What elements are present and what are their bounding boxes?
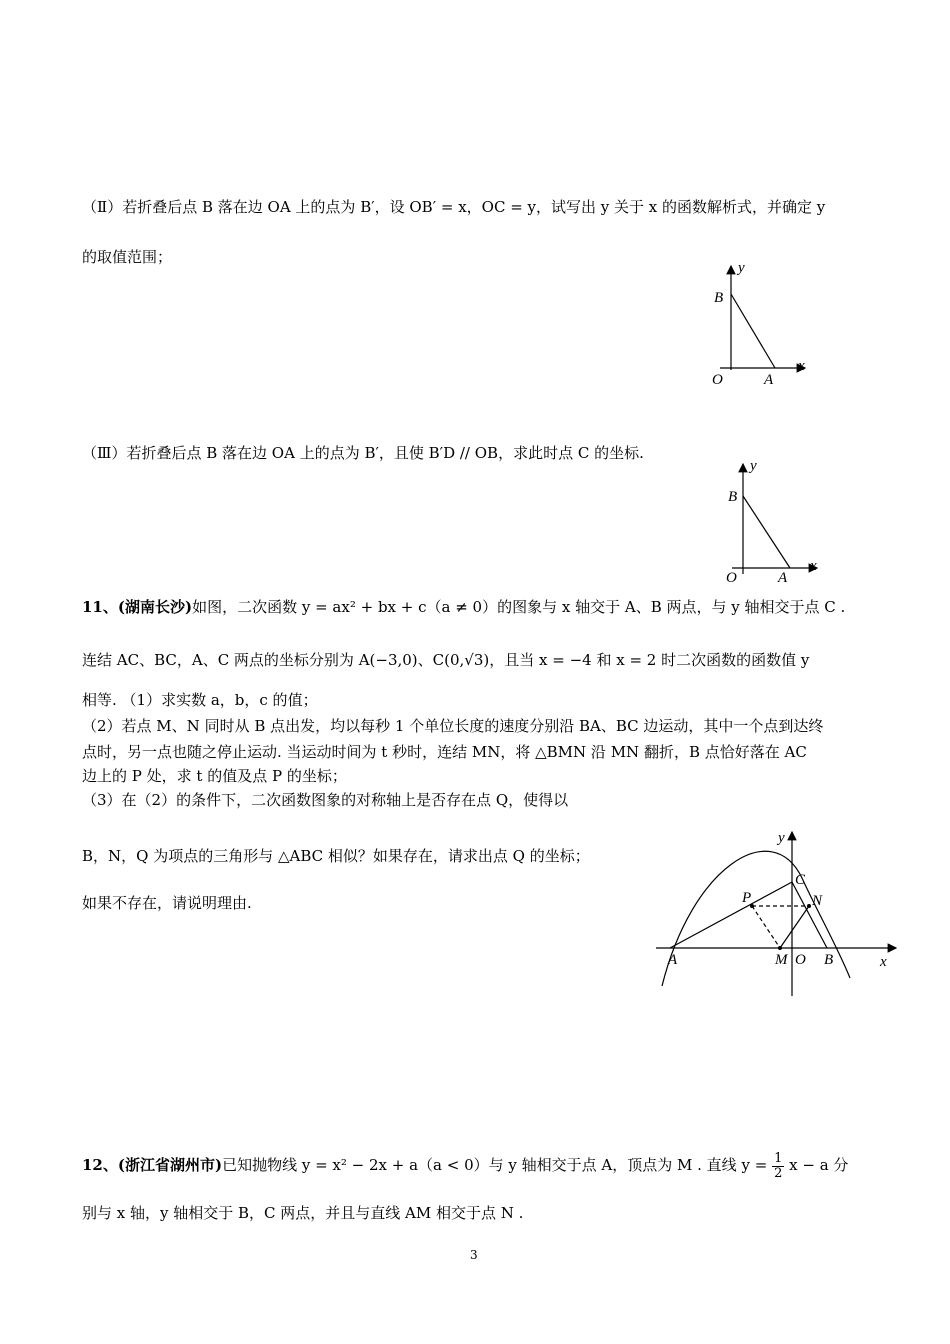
fig2-label-O: O	[726, 570, 737, 586]
fig3-label-y: y	[778, 830, 785, 846]
q11-line1	[82, 597, 845, 617]
q12-line1	[82, 1150, 848, 1181]
fig1-label-y: y	[738, 260, 745, 276]
page-number: 3	[470, 1248, 478, 1262]
q12-line2: 别与 x 轴，y 轴相交于 B，C 两点，并且与直线 AM 相交于点 N .	[82, 1204, 524, 1222]
q12-text1b: x − a 分	[789, 1156, 849, 1174]
fig1-label-A: A	[764, 372, 774, 388]
q11-text1: 如图，二次函数 y = ax² + bx + c（a ≠ 0）的图象与 x 轴交于 A、B 两点，与 y 轴相交于点 C .	[192, 598, 846, 616]
fig2-label-B: B	[728, 489, 738, 505]
fig3-label-N: N	[812, 893, 823, 909]
q11-line6: 边上的 P 处，求 t 的值及点 P 的坐标；	[82, 767, 347, 785]
fig3-label-M: M	[775, 952, 788, 968]
figure-triangle-1	[700, 258, 820, 388]
fig3-label-O: O	[795, 952, 806, 968]
q11-line3: 相等. （1）求实数 a，b，c 的值；	[82, 691, 318, 709]
q11-line2: 连结 AC、BC，A、C 两点的坐标分别为 A(−3,0)、C(0,√3)，且当 x = −4 和 x = 2 时二次函数的函数值 y	[82, 651, 810, 669]
fig1-label-O: O	[712, 372, 723, 388]
q11-line4: （2）若点 M、N 同时从 B 点出发，均以每秒 1 个单位长度的速度分别沿 BA、BC 边运动，其中一个点到达终	[82, 717, 824, 735]
fig3-point-M	[778, 946, 782, 950]
q12-fraction	[772, 1152, 784, 1181]
q12-frac-num: 1	[774, 1150, 783, 1166]
fig2-label-x: x	[810, 558, 817, 574]
fig1-hypotenuse	[731, 294, 775, 368]
part3-line1: （Ⅲ）若折叠后点 B 落在边 OA 上的点为 B′，且使 B′D // OB，求此时点 C 的坐标.	[82, 444, 644, 462]
q11-line9: 如果不存在，请说明理由.	[82, 894, 252, 912]
fig3-label-P: P	[742, 890, 752, 906]
figure-triangle-2	[712, 456, 832, 586]
fig2-label-A: A	[778, 570, 788, 586]
part2-line2: 的取值范围；	[82, 248, 173, 266]
q11-tag: 11、(湖南长沙)	[82, 598, 193, 616]
fig3-label-B: B	[824, 952, 834, 968]
fig3-line-CB	[792, 882, 827, 948]
fig3-label-A: A	[668, 952, 678, 968]
q12-tag: 12、(浙江省湖州市)	[82, 1156, 223, 1174]
q11-line7: （3）在（2）的条件下，二次函数图象的对称轴上是否存在点 Q，使得以	[82, 791, 569, 809]
fig1-label-B: B	[714, 290, 724, 306]
fig2-hypotenuse	[743, 496, 790, 568]
figure-parabola	[652, 826, 902, 1001]
fig3-line-MN	[780, 906, 809, 948]
fig3-label-C: C	[795, 872, 806, 888]
fig3-parabola-curve	[662, 851, 850, 986]
fig2-label-y: y	[750, 458, 757, 474]
q11-line8: B，N，Q 为项点的三角形与 △ABC 相似？如果存在，请求出点 Q 的坐标；	[82, 847, 590, 865]
fig3-line-PM	[752, 906, 780, 948]
fig3-point-N	[807, 904, 811, 908]
q11-line5: 点时，另一点也随之停止运动. 当运动时间为 t 秒时，连结 MN，将 △BMN 沿 MN 翻折，B 点恰好落在 AC	[82, 743, 807, 761]
q12-text1a: 已知抛物线 y = x² − 2x + a（a < 0）与 y 轴相交于点 A，顶点为 M . 直线 y =	[222, 1156, 768, 1174]
fig3-label-x: x	[880, 954, 887, 970]
part2-line1: （Ⅱ）若折叠后点 B 落在边 OA 上的点为 B′，设 OB′ = x，OC = y，试写出 y 关于 x 的函数解析式，并确定 y	[82, 198, 826, 216]
fig1-label-x: x	[798, 358, 805, 374]
q12-frac-den: 2	[774, 1165, 783, 1181]
